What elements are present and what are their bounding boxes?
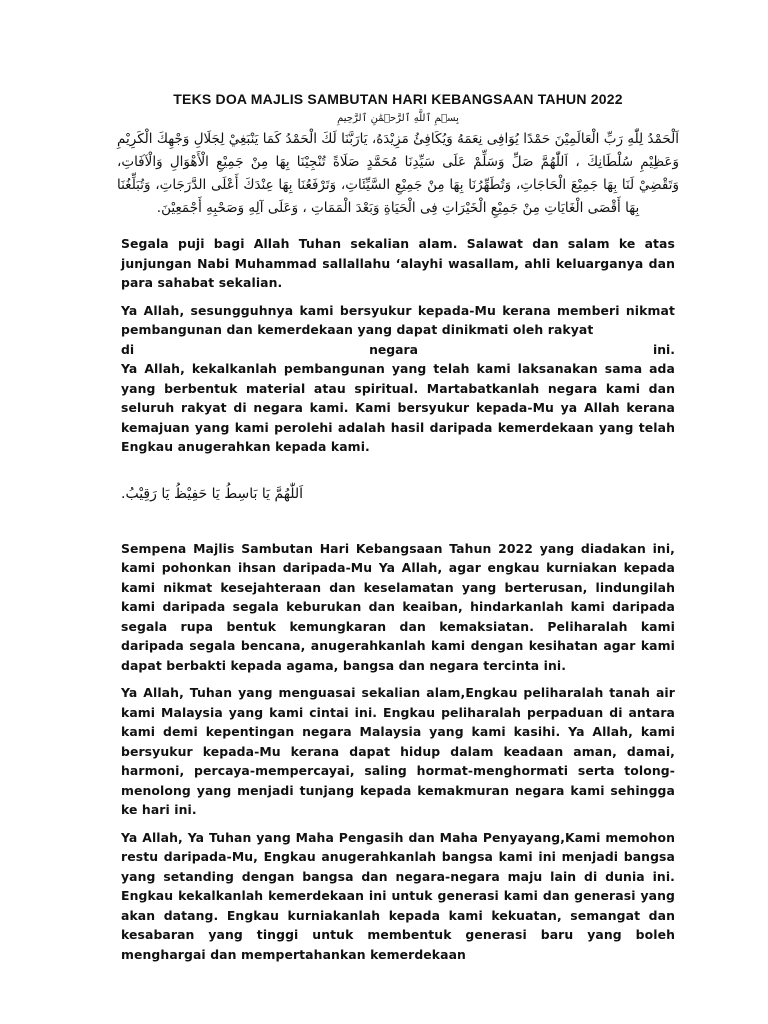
paragraph-protect-nation: Ya Allah, Tuhan yang menguasai sekalian alam,Engkau peliharalah tanah air kami Malaysia yang kami cintai ini. Engkau peliharalah perpaduan di antara kami demi kepentingan negara Malaysia yang kami kasihi. Ya Allah, kami bersyukur kepada-Mu kerana dapat hidup dalam keadaan aman, damai, harmoni, percaya-mempercayai, saling hormat-menghormati serta tolong-menolong yang menjadi tunjang kepada kemakmuran negara kami sehingga ke hari ini. <box>121 685 675 817</box>
word-negara: negara <box>369 341 419 357</box>
paragraph-celebration: Sempena Majlis Sambutan Hari Kebangsaan Tahun 2022 yang diadakan ini, kami pohonkan ihsan daripada-Mu Ya Allah, agar engkau kurniakan kepada kami nikmat kesejahteraan dan keselamatan yang berterusan, lindungilah kami daripada segala keburukan dan keaiban, hindarkanlah kami daripada segala rupa bentuk kemungkaran dan kemaksiatan. Peliharalah kami daripada segala bencana, anugerahkanlah kami dengan kesihatan agar kami dapat berbakti kepada agama, bangsa dan negara tercinta ini. <box>121 540 675 673</box>
paragraph-preserve-development: Ya Allah, kekalkanlah pembangunan yang telah kami laksanakan sama ada yang berbentuk material atau spiritual. Martabatkanlah negara kami dan seluruh rakyat di negara kami. Kami bersyukur kepada-Mu ya Allah kerana kemajuan yang kami perolehi adalah hasil daripada kemerdekaan yang telah Engkau anugerahkan kepada kami. <box>121 361 675 454</box>
word-di: di <box>121 341 135 357</box>
paragraph-gratitude: Ya Allah, sesungguhnya kami bersyukur kepada-Mu kerana memberi nikmat pembangunan dan kemerdekaan yang dapat dinikmati oleh rakyat <box>121 302 675 337</box>
word-ini: ini. <box>652 341 675 357</box>
arabic-invocation: اَللّٰهُمَّ يَا بَاسِطُ يَا حَفِيْظُ يَا رَقِيْبُ. <box>121 485 304 502</box>
arabic-opening-prayer: اَلْحَمْدُ لِلّٰهِ رَبِّ الْعَالَمِيْنَ حَمْدًا يُوَافِى نِعَمَهُ وَيُكَافِئُ مَزِيْدَهُ، يَارَبَّنَا لَكَ الْحَمْدُ كَمَا يَنْبَغِيْ لِجَلَالِ وَجْهِكَ الْكَرِيْمِ وَعَظِيْمِ سُلْطَانِكَ ، اَللّٰهُمَّ صَلِّ وَسَلِّمْ عَلَى سَيِّدِنَا مُحَمَّدٍ صَلَاةً تُنْجِيْنَا بِهَا مِنْ جَمِيْعِ الْأَهْوَالِ وَالْآفَاتِ، وَتَقْضِيْ لَنَا بِهَا جَمِيْعَ الْحَاجَاتِ، وَتُطَهِّرُنَا بِهَا مِنْ جَمِيْعِ السَّيِّئَاتِ، وَتَرْفَعُنَا بِهَا عِنْدَكَ أَعْلَى الدَّرَجَاتِ، وَتُبَلِّغُنَا بِهَا أَقْصَى الْغَايَاتِ مِنْ جَمِيْعِ الْخَيْرَاتِ فِى الْحَيَاةِ وَبَعْدَ الْمَمَاتِ ، وَعَلَى آلِهِ وَصَحْبِهِ أَجْمَعِيْنَ. <box>117 131 679 216</box>
bismillah-line: بِسۡمِ ٱللَّهِ ٱلرَّحۡمَٰنِ ٱلرَّحِيمِ <box>337 113 459 124</box>
document-title: TEKS DOA MAJLIS SAMBUTAN HARI KEBANGSAAN TAHUN 2022 <box>173 91 623 107</box>
paragraph-praise: Segala puji bagi Allah Tuhan sekalian alam. Salawat dan salam ke atas junjungan Nabi Muhammad sallallahu ‘alayhi wasallam, ahli keluarganya dan para sahabat sekalian. <box>121 236 675 290</box>
paragraph-blessing: Ya Allah, Ya Tuhan yang Maha Pengasih dan Maha Penyayang,Kami memohon restu daripada-Mu, Engkau anugerahkanlah bangsa kami ini menjadi bangsa yang setanding dengan bangsa dan negara-negara maju lain di dunia ini. Engkau kekalkanlah kemerdekaan ini untuk generasi kami dan generasi yang akan datang. Engkau kurniakanlah kepada kami kekuatan, semangat dan kesabaran yang tinggi untuk membentuk generasi baru yang boleh menghargai dan mempertahankan kemerdekaan <box>121 829 675 962</box>
paragraph-gratitude-last-line <box>121 340 675 360</box>
